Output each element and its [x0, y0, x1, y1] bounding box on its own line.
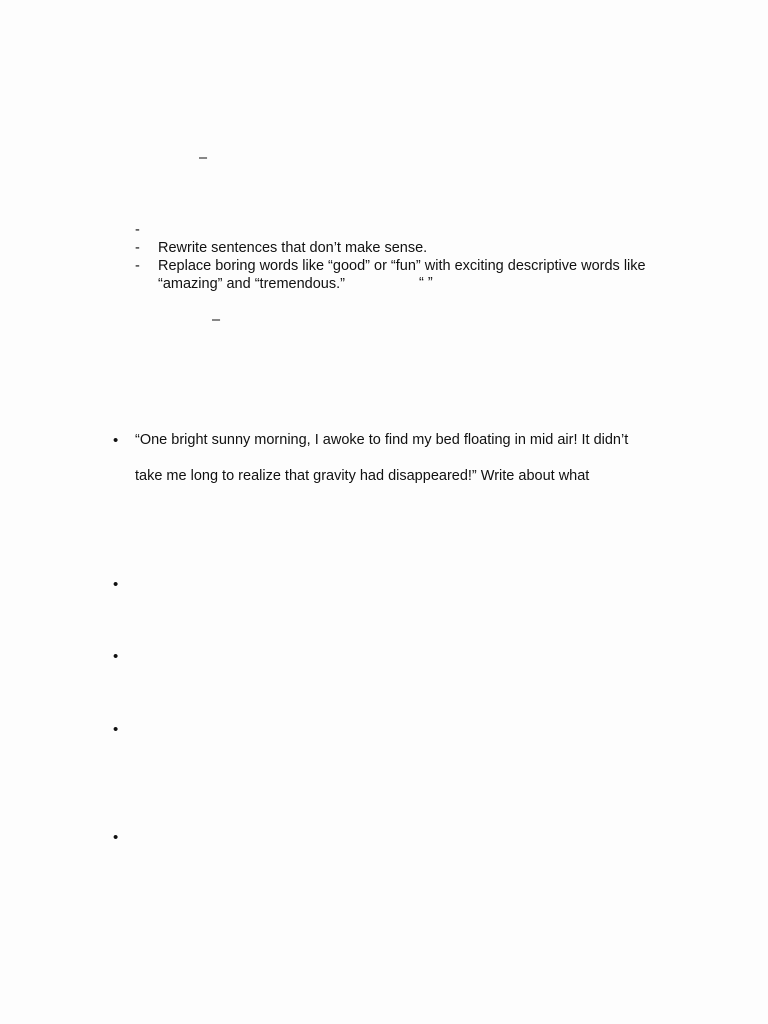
- second-dash: –: [212, 312, 221, 328]
- dash-marker: [135, 275, 158, 293]
- revision-list: [135, 221, 695, 293]
- list-item-text: Replace boring words like “good” or “fun” with exciting descriptive words like: [158, 258, 646, 274]
- bullet-icon: •: [113, 432, 119, 449]
- bullet-icon: •: [113, 648, 119, 665]
- list-item-text: Rewrite sentences that don’t make sense.: [158, 240, 428, 256]
- top-dash: –: [199, 150, 208, 166]
- bullet-icon: •: [113, 576, 119, 593]
- list-item: [135, 221, 695, 239]
- dash-marker: -: [135, 222, 140, 238]
- list-item: [135, 275, 695, 293]
- trailing-quotes: “ ”: [419, 275, 433, 291]
- list-item: [135, 257, 695, 275]
- dash-marker: -: [135, 240, 140, 256]
- bullet-icon: •: [113, 721, 119, 738]
- list-item-continuation: “amazing” and “tremendous.”: [158, 276, 345, 292]
- list-item: [135, 239, 695, 257]
- prompt-text-line-1: “One bright sunny morning, I awoke to find my bed floating in mid air! It didn’t: [135, 432, 629, 448]
- bullet-icon: •: [113, 829, 119, 846]
- list-item-text: [158, 221, 695, 239]
- prompt-text-line-2: take me long to realize that gravity had disappeared!” Write about what: [135, 468, 590, 484]
- dash-marker: -: [135, 258, 140, 274]
